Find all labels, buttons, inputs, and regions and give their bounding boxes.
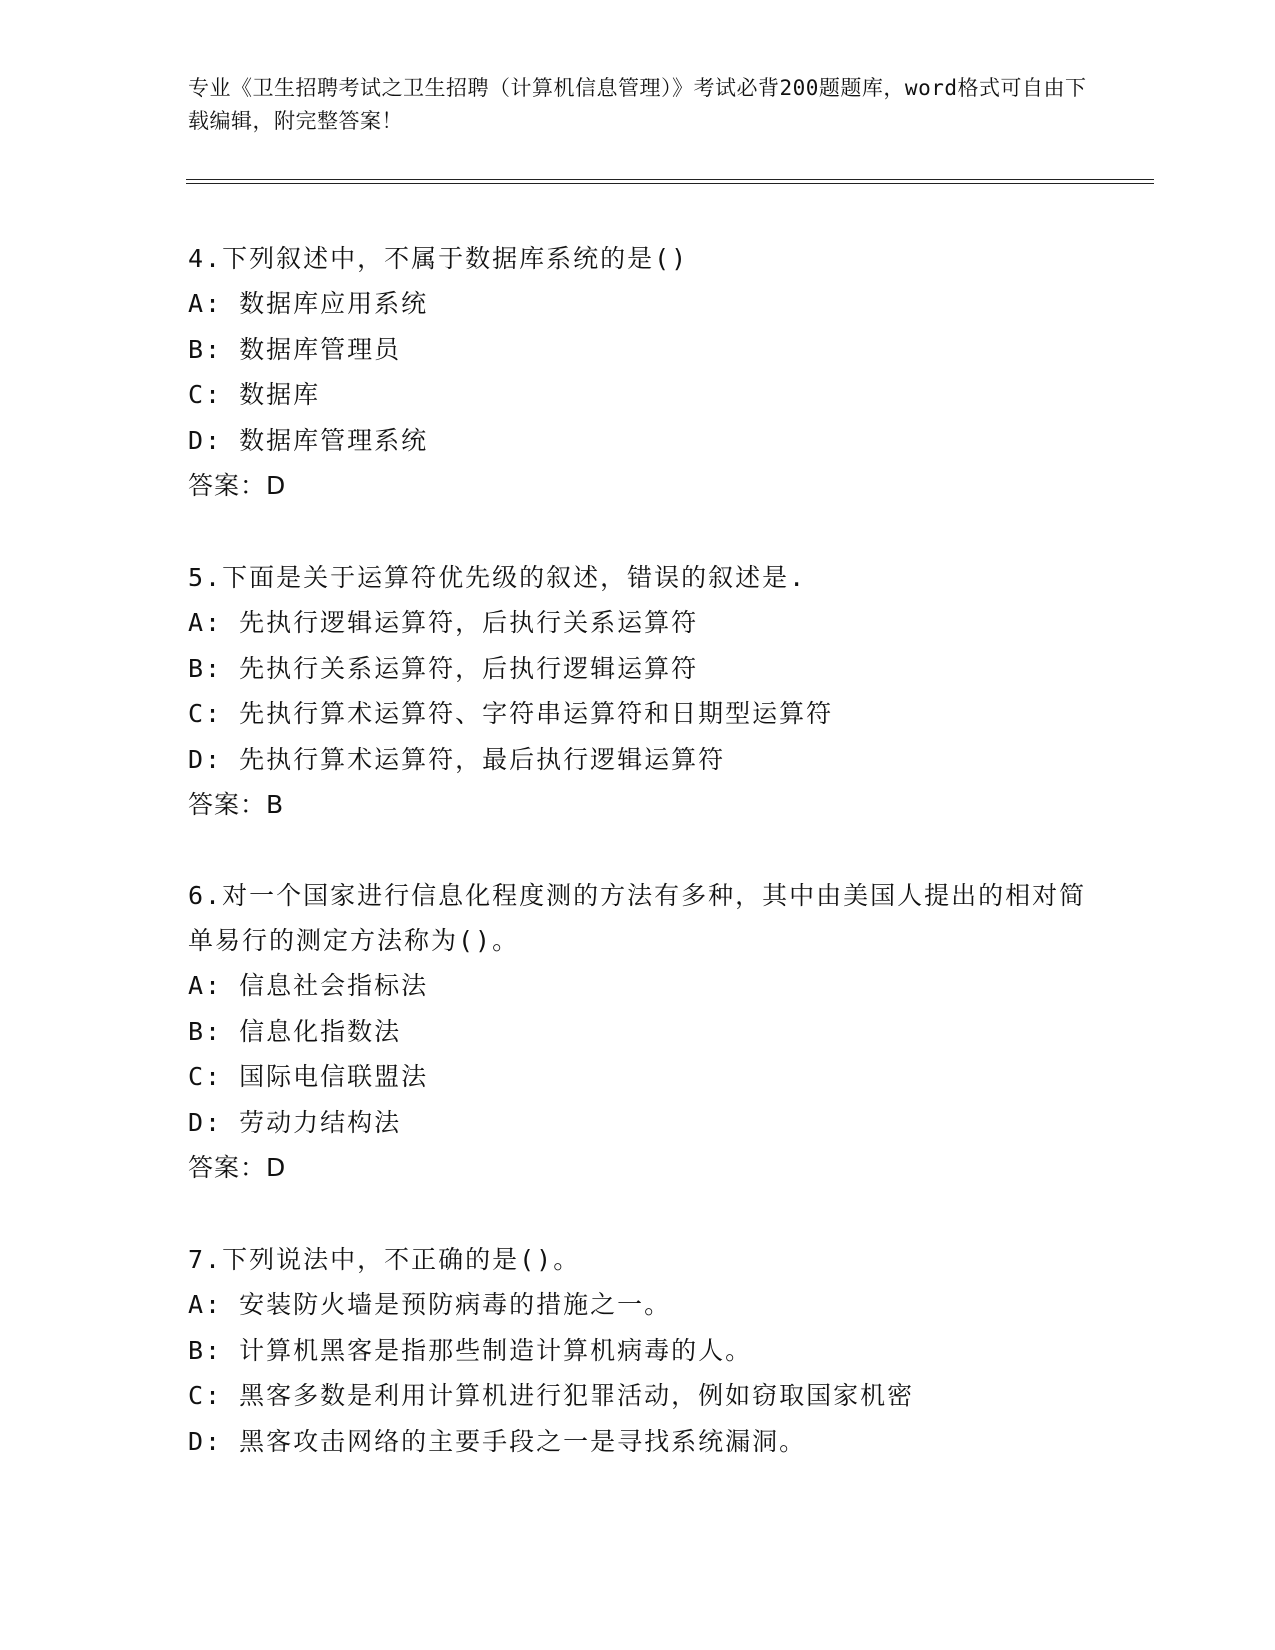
option-d: D: 先执行算术运算符，最后执行逻辑运算符 (188, 744, 726, 774)
option-c: C: 数据库 (188, 380, 321, 409)
option-b: B: 先执行关系运算符，后执行逻辑运算符 (188, 653, 699, 683)
question-text: 6.对一个国家进行信息化程度测的方法有多种，其中由美国人提出的相对简单易行的测定方法称为()。 (188, 881, 1087, 955)
header-divider-bottom (186, 183, 1154, 184)
option-a: A: 先执行逻辑运算符，后执行关系运算符 (188, 608, 699, 637)
option-a: A: 信息社会指标法 (188, 971, 429, 1000)
option-c: C: 国际电信联盟法 (188, 1062, 429, 1091)
question-4 (188, 236, 1088, 508)
option-c: C: 黑客多数是利用计算机进行犯罪活动，例如窃取国家机密 (188, 1381, 915, 1410)
question-text: 5.下面是关于运算符优先级的叙述，错误的叙述是. (188, 563, 807, 592)
option-b: B: 数据库管理员 (188, 334, 402, 364)
question-text: 7.下列说法中，不正确的是()。 (188, 1245, 581, 1274)
option-d: D: 劳动力结构法 (188, 1107, 402, 1137)
answer: 答案：B (188, 790, 285, 819)
header-divider-top (186, 179, 1154, 180)
question-6 (188, 873, 1088, 1190)
option-d: D: 数据库管理系统 (188, 425, 429, 455)
option-d: D: 黑客攻击网络的主要手段之一是寻找系统漏洞。 (188, 1426, 807, 1456)
answer: 答案：D (188, 471, 287, 500)
option-b: B: 计算机黑客是指那些制造计算机病毒的人。 (188, 1335, 753, 1365)
option-a: A: 安装防火墙是预防病毒的措施之一。 (188, 1290, 672, 1319)
question-7 (188, 1237, 1088, 1464)
option-b: B: 信息化指数法 (188, 1016, 402, 1046)
question-5 (188, 555, 1088, 827)
option-a: A: 数据库应用系统 (188, 289, 429, 318)
question-text: 4.下列叙述中，不属于数据库系统的是() (188, 244, 689, 273)
document-header: 专业《卫生招聘考试之卫生招聘（计算机信息管理）》考试必背200题题库，word格式可自由下载编辑，附完整答案！ (188, 76, 1087, 133)
answer: 答案：D (188, 1153, 287, 1182)
option-c: C: 先执行算术运算符、字符串运算符和日期型运算符 (188, 699, 834, 728)
